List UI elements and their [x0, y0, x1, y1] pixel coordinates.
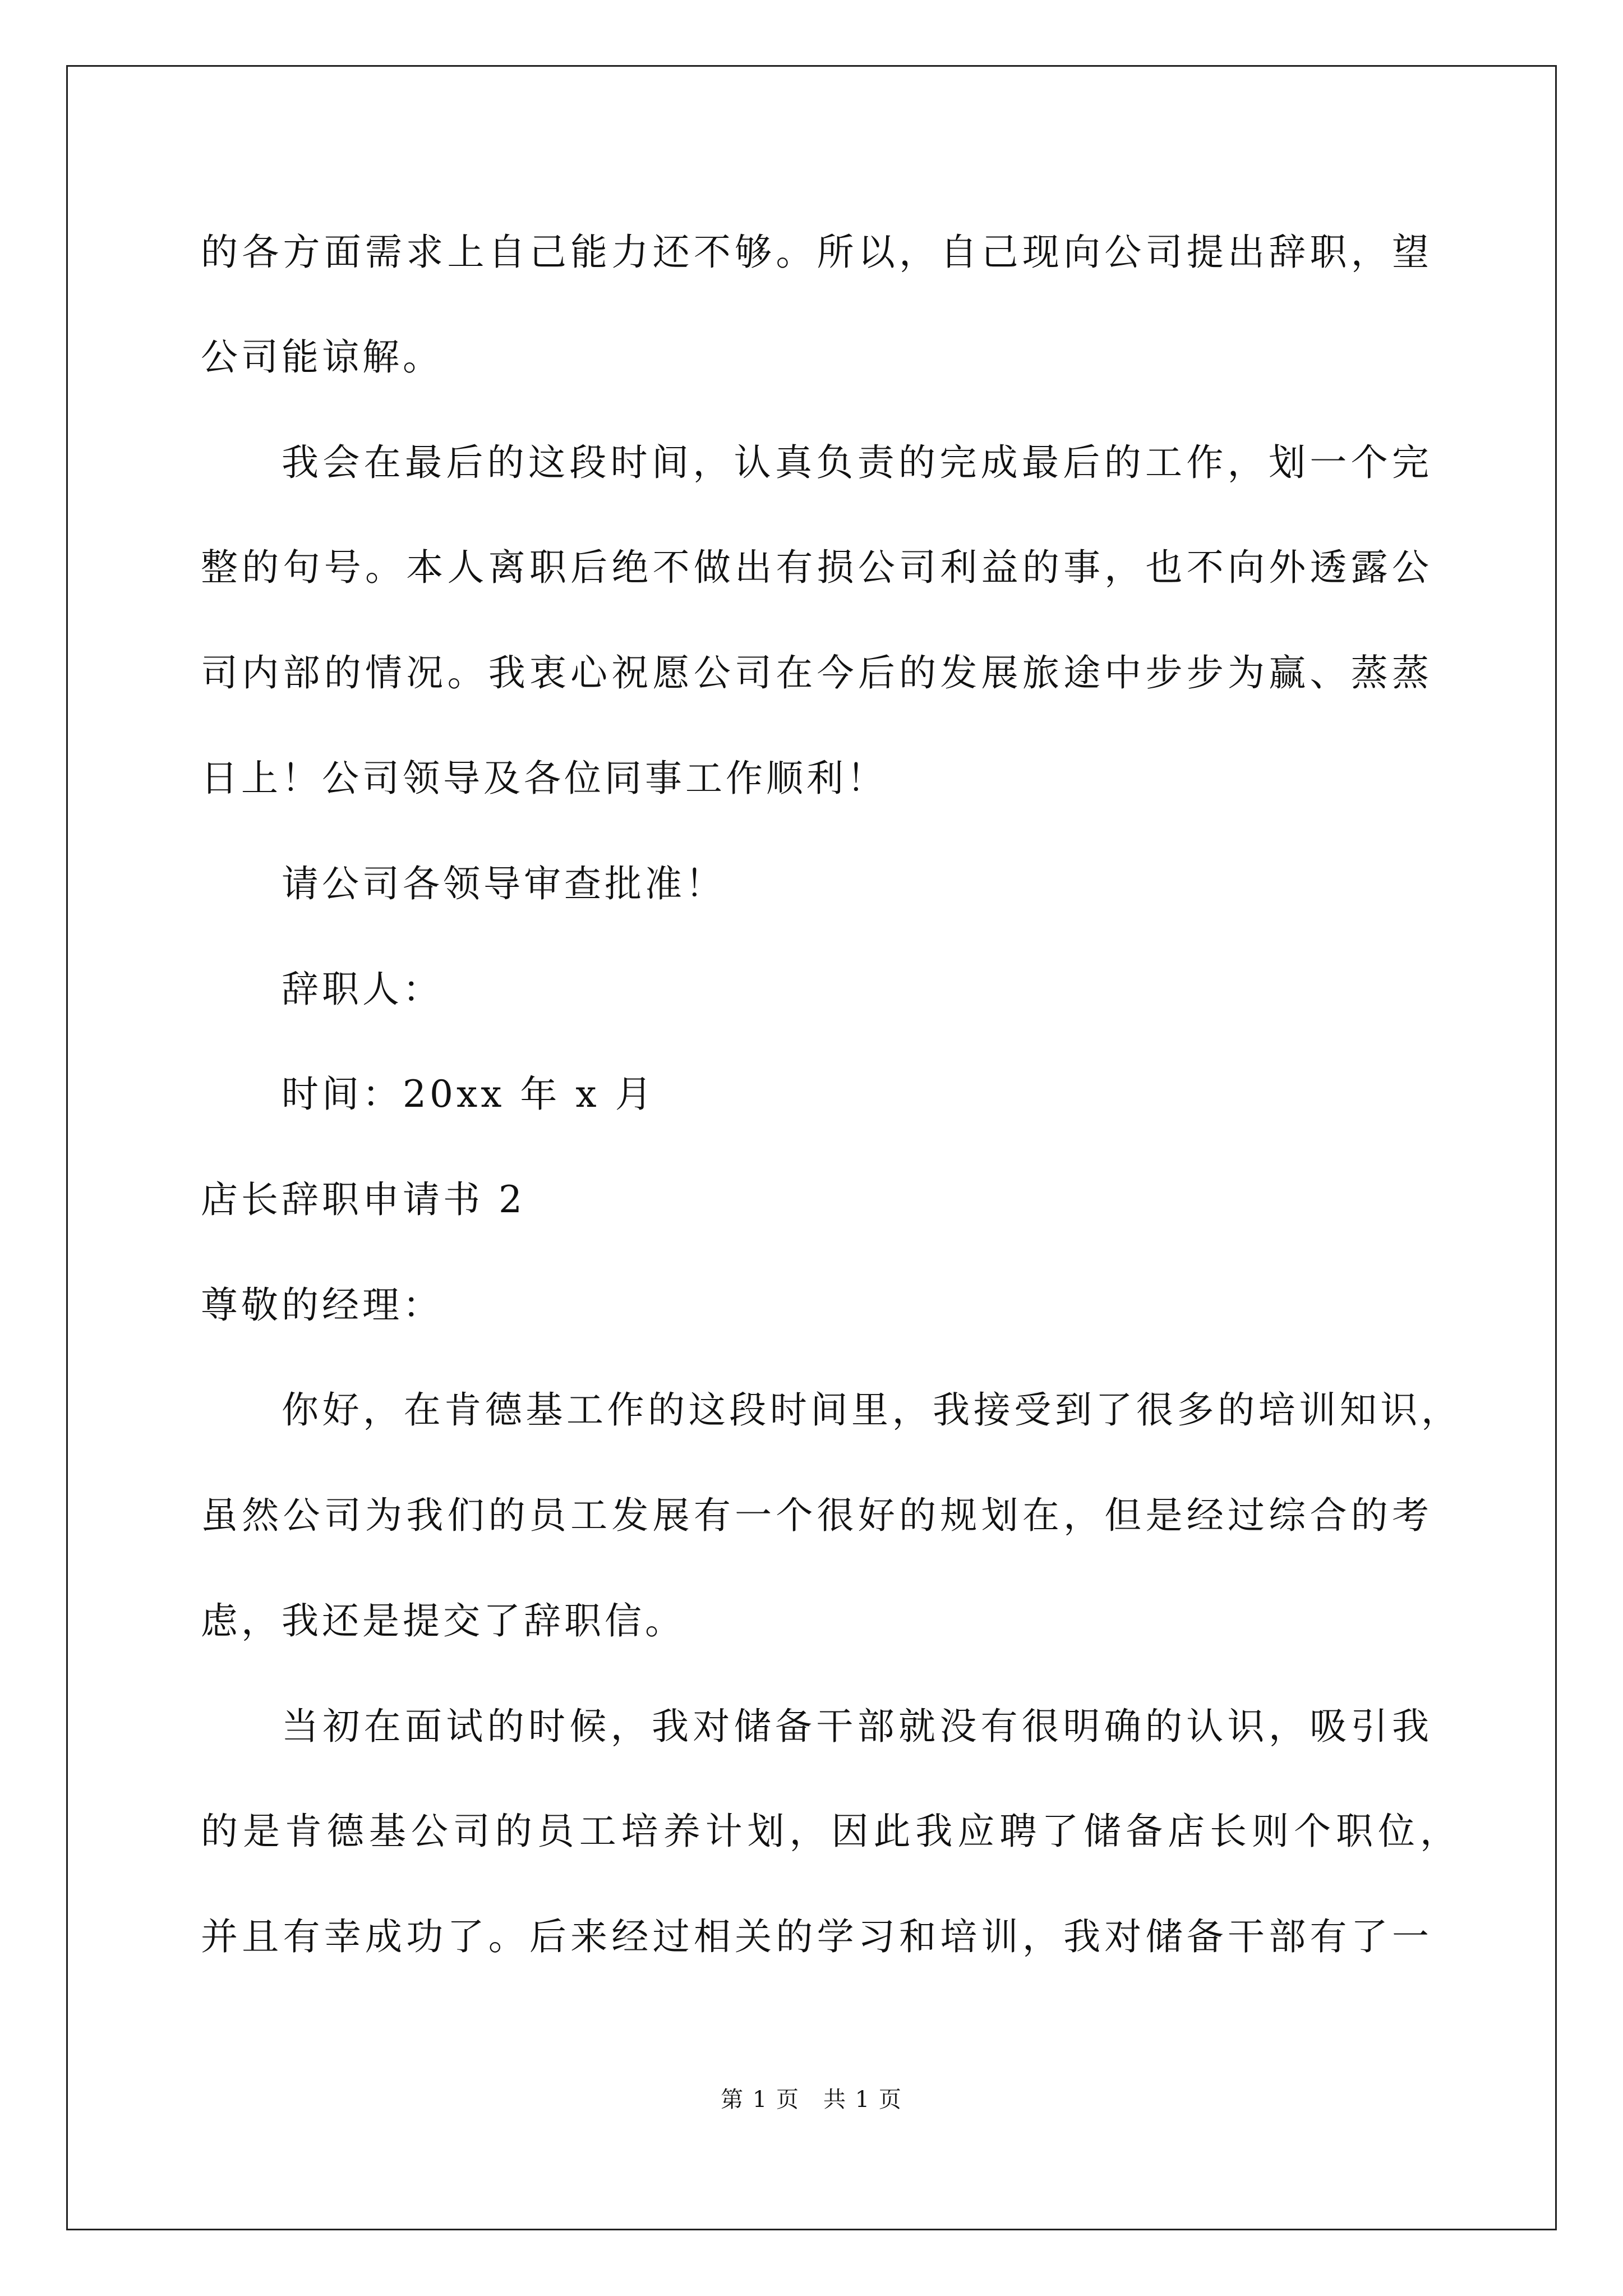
salutation: 尊敬的经理：	[201, 1283, 443, 1327]
body-line: 并且有幸成功了。后来经过相关的学习和培训，我对储备干部有了一	[201, 1915, 1429, 1958]
body-line: 整的句号。本人离职后绝不做出有损公司利益的事，也不向外透露公	[201, 546, 1429, 589]
body-line: 的各方面需求上自己能力还不够。所以，自己现向公司提出辞职，望	[201, 231, 1429, 274]
page-frame	[66, 65, 1557, 2230]
body-line: 的是肯德基公司的员工培养计划，因此我应聘了储备店长则个职位，	[201, 1810, 1457, 1853]
body-line: 日上！公司领导及各位同事工作顺利！	[201, 757, 887, 800]
date-line: 时间：20xx 年 x 月	[282, 1073, 656, 1116]
body-line: 你好，在肯德基工作的这段时间里，我接受到了很多的培训知识，	[282, 1388, 1458, 1432]
body-line: 司内部的情况。我衷心祝愿公司在今后的发展旅途中步步为赢、蒸蒸	[201, 651, 1429, 694]
body-line: 虽然公司为我们的员工发展有一个很好的规划在，但是经过综合的考	[201, 1494, 1429, 1537]
body-line: 虑，我还是提交了辞职信。	[201, 1599, 685, 1642]
body-line: 请公司各领导审查批准！	[282, 862, 726, 905]
body-line: 我会在最后的这段时间，认真负责的完成最后的工作，划一个完	[282, 441, 1429, 484]
body-line: 公司能谅解。	[201, 335, 443, 379]
section-heading: 店长辞职申请书 2	[201, 1178, 525, 1221]
body-line: 当初在面试的时候，我对储备干部就没有很明确的认识，吸引我	[282, 1705, 1429, 1748]
signature-label: 辞职人：	[282, 968, 443, 1011]
page-number: 第 1 页 共 1 页	[721, 2087, 902, 2113]
